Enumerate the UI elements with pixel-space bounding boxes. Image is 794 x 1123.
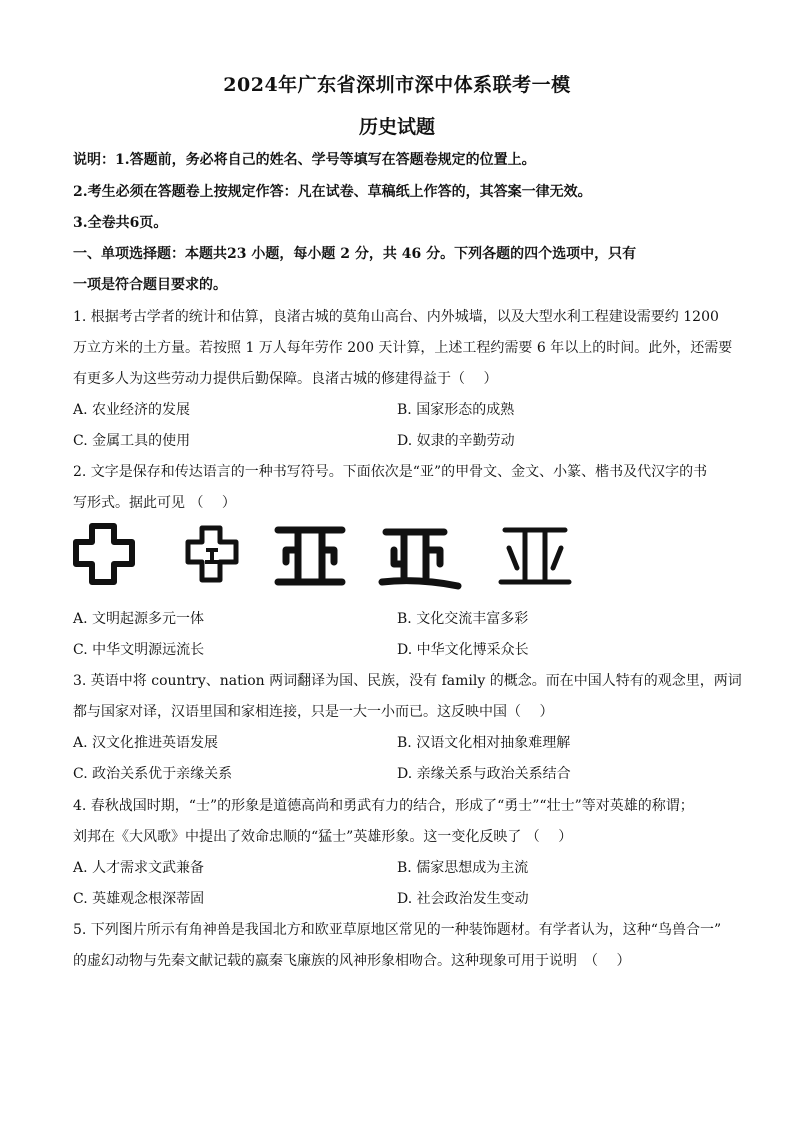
instruction-1: 说明：1.答题前，务必将自己的姓名、学号等填写在答题卷规定的位置上。: [73, 152, 536, 168]
q2-option-c: C. 中华文明源远流长: [73, 642, 205, 658]
q4-option-c: C. 英雄观念根深蒂固: [73, 891, 205, 907]
modern-ya-glyph: [495, 520, 575, 592]
oracle-bone-ya-glyph: [70, 520, 140, 592]
q1-line3: 有更多人为这些劳动力提供后勤保障。良渚古城的修建得益于（ ）: [73, 371, 498, 387]
q1-line1: 1. 根据考古学者的统计和估算，良渚古城的莫角山高台、内外城墙，以及大型水利工程建设需要约 1200: [73, 309, 719, 325]
instruction-2: 2.考生必须在答题卷上按规定作答：凡在试卷、草稿纸上作答的，其答案一律无效。: [73, 184, 592, 200]
q3-option-a: A. 汉文化推进英语发展: [73, 735, 219, 751]
q2-line2: 写形式。据此可见 （ ）: [73, 495, 236, 511]
q2-option-b: B. 文化交流丰富多彩: [397, 611, 529, 627]
bronze-ya-glyph: [178, 520, 248, 592]
q2-option-a: A. 文明起源多元一体: [73, 611, 205, 627]
q4-option-d: D. 社会政治发生变动: [397, 891, 529, 907]
q3-option-c: C. 政治关系优于亲缘关系: [73, 766, 233, 782]
q1-option-b: B. 国家形态的成熟: [397, 402, 515, 418]
exam-title: 2024年广东省深圳市深中体系联考一模: [223, 74, 571, 96]
q1-option-d: D. 奴隶的辛勤劳动: [397, 433, 515, 449]
q4-line1: 4. 春秋战国时期，“士”的形象是道德高尚和勇武有力的结合，形成了“勇士”“壮士”等对英雄的称谓；: [73, 798, 694, 814]
q4-line2: 刘邦在《大风歌》中提出了效命忠顺的“猛士”英雄形象。这一变化反映了 （ ）: [73, 829, 573, 845]
small-seal-ya-glyph: [270, 520, 350, 592]
section-heading-line2: 一项是符合题目要求的。: [73, 277, 227, 293]
instruction-3: 3.全卷共6页。: [73, 215, 168, 231]
q3-line1: 3. 英语中将 country、nation 两词翻译为国、民族，没有 family 的概念。而在中国人特有的观念里，两词: [73, 673, 742, 689]
section-heading-line1: 一、单项选择题：本题共23 小题，每小题 2 分，共 46 分。下列各题的四个选项中，只有: [73, 246, 637, 262]
q1-option-c: C. 金属工具的使用: [73, 433, 191, 449]
q3-line2: 都与国家对译，汉语里国和家相连接，只是一大一小而已。这反映中国（ ）: [73, 704, 554, 720]
q2-line1: 2. 文字是保存和传达语言的一种书写符号。下面依次是“亚”的甲骨文、金文、小篆、楷书及代汉字的书: [73, 464, 708, 480]
kaishu-ya-glyph: [370, 520, 465, 592]
q2-option-d: D. 中华文化博采众长: [397, 642, 529, 658]
q4-option-b: B. 儒家思想成为主流: [397, 860, 529, 876]
q5-line2: 的虚幻动物与先秦文献记载的嬴秦飞廉族的风神形象相吻合。这种现象可用于说明 （ ）: [73, 953, 631, 969]
q1-line2: 万立方米的土方量。若按照 1 万人每年劳作 200 天计算，上述工程约需要 6 年以上的时间。此外，还需要: [73, 340, 733, 356]
exam-subtitle: 历史试题: [358, 116, 435, 138]
ya-character-evolution-figure: [70, 520, 580, 592]
q3-option-d: D. 亲缘关系与政治关系结合: [397, 766, 571, 782]
q1-option-a: A. 农业经济的发展: [73, 402, 191, 418]
q5-line1: 5. 下列图片所示有角神兽是我国北方和欧亚草原地区常见的一种装饰题材。有学者认为，这种“鸟兽合一”: [73, 922, 722, 938]
q3-option-b: B. 汉语文化相对抽象难理解: [397, 735, 571, 751]
q4-option-a: A. 人才需求文武兼备: [73, 860, 205, 876]
